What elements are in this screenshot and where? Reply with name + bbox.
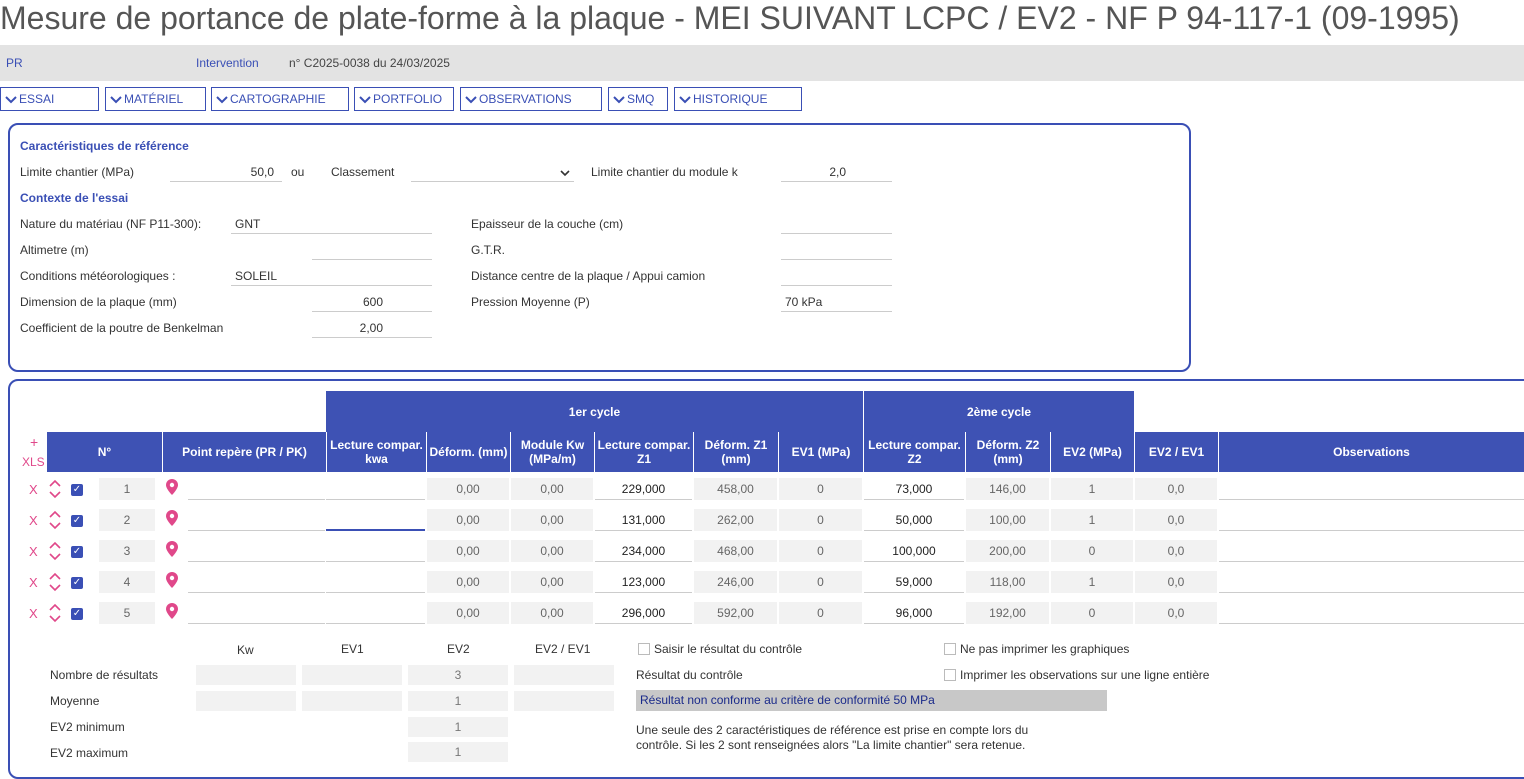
lecture-z2-input[interactable]: 73,000 [864,478,964,500]
plaque-label: Dimension de la plaque (mm) [20,295,177,309]
lecture-z1-input[interactable]: 296,000 [595,602,692,624]
pression-label: Pression Moyenne (P) [471,295,590,309]
chevron-down-icon [110,89,124,111]
point-repere-input[interactable] [188,602,325,624]
col-header-lecture-z1: Lecture compar. Z1 [594,432,693,472]
tab-historique[interactable] [674,87,802,111]
ratio-cell: 0,0 [1135,571,1217,593]
imprimer-obs-label: Imprimer les observations sur une ligne entière [960,668,1210,682]
distance-label: Distance centre de la plaque / Appui camion [471,269,706,283]
delete-row-button[interactable]: X [29,575,38,590]
tab-cartographie[interactable] [211,87,349,111]
observations-input[interactable] [1219,509,1524,531]
tab-label: PORTFOLIO [373,92,443,106]
deform-z1-cell: 468,00 [694,540,777,562]
ou-label: ou [291,165,305,179]
col-header-deform-z1: Déform. Z1 (mm) [693,432,778,472]
deform-z1-cell: 592,00 [694,602,777,624]
tab-label: MATÉRIEL [124,92,184,106]
page-title: Mesure de portance de plate-forme à la plaque - MEI SUIVANT LCPC / EV2 - NF P 94-117-1 (09-1995) [0,0,1460,36]
row-checkbox[interactable]: ✓ [72,608,82,619]
location-pin-icon[interactable] [166,603,178,624]
ev2-cell: 0 [1051,602,1133,624]
ratio-cell: 0,0 [1135,478,1217,500]
tab-label: SMQ [627,92,655,106]
classement-select[interactable] [411,162,574,182]
col-header-point: Point repère (PR / PK) [162,432,326,472]
nature-label: Nature du matériau (NF P11-300): [20,217,202,231]
reference-section-title: Caractéristiques de référence [20,139,189,153]
deform-cell: 0,00 [427,540,509,562]
intervention-value: n° C2025-0038 du 24/03/2025 [289,56,450,70]
tab-essai[interactable] [0,87,99,111]
benkelman-input[interactable]: 2,00 [312,318,432,338]
epaisseur-label: Epaisseur de la couche (cm) [471,217,624,231]
nb-ev2-cell: 3 [408,665,508,685]
col-header-ev1: EV1 (MPa) [778,432,863,472]
delete-row-button[interactable]: X [29,513,38,528]
tab-portfolio[interactable] [354,87,454,111]
benkelman-label: Coefficient de la poutre de Benkelman [20,321,224,335]
deform-z2-cell: 100,00 [966,509,1049,531]
lecture-z2-input[interactable]: 96,000 [864,602,964,624]
deform-z2-cell: 200,00 [966,540,1049,562]
deform-z2-cell: 192,00 [966,602,1049,624]
chevron-down-icon [679,89,693,111]
chevron-down-icon [465,89,479,111]
ev1-cell: 0 [779,602,862,624]
lecture-z2-input[interactable]: 100,000 [864,540,964,562]
distance-input[interactable] [781,266,892,286]
nb-ratio-cell [514,665,614,685]
moyenne-label: Moyenne [50,694,100,708]
gtr-input[interactable] [781,240,892,260]
lecture-kwa-input[interactable] [326,571,425,593]
intervention-link[interactable]: Intervention [196,56,259,70]
row-number: 2 [99,509,155,531]
location-pin-icon[interactable] [166,541,178,562]
point-repere-input[interactable] [188,509,325,531]
ne-pas-imprimer-label: Ne pas imprimer les graphiques [960,642,1130,656]
lecture-kwa-input[interactable] [326,478,425,500]
sort-icon[interactable] [48,479,62,504]
summary-col-ratio: EV2 / EV1 [535,642,591,656]
col-header-num: N° [47,432,162,472]
col-header-module-kw: Module Kw (MPa/m) [510,432,594,472]
pr-label[interactable]: PR [6,56,23,70]
tab-label: CARTOGRAPHIE [230,92,326,106]
nb-kw-cell [196,665,296,685]
col-header-ratio: EV2 / EV1 [1134,432,1218,472]
add-row-button[interactable]: + [30,434,39,450]
limite-chantier-label: Limite chantier (MPa) [20,165,135,179]
ne-pas-imprimer-checkbox[interactable] [944,643,956,655]
ev2-cell: 1 [1051,509,1133,531]
altimetre-input[interactable] [312,240,432,260]
lecture-kwa-input[interactable] [326,602,425,624]
module-kw-cell: 0,00 [511,478,593,500]
context-section-title: Contexte de l'essai [20,191,129,205]
lecture-z2-input[interactable]: 59,000 [864,571,964,593]
sort-icon[interactable] [48,603,62,628]
sort-icon[interactable] [48,510,62,535]
lecture-z1-input[interactable]: 123,000 [595,571,692,593]
row-number: 1 [99,478,155,500]
chevron-down-icon [560,164,570,184]
ev1-cell: 0 [779,540,862,562]
observations-input[interactable] [1219,571,1524,593]
info-bar [0,45,1524,81]
delete-row-button[interactable]: X [29,482,38,497]
delete-row-button[interactable]: X [29,606,38,621]
tab-smq[interactable] [608,87,668,111]
ev1-cell: 0 [779,509,862,531]
row-number: 4 [99,571,155,593]
observations-input[interactable] [1219,602,1524,624]
row-checkbox[interactable]: ✓ [72,577,82,588]
classement-label: Classement [331,165,395,179]
chevron-down-icon [613,89,627,111]
moy-ratio-cell [514,691,614,711]
meteo-input[interactable]: SOLEIL [231,266,432,286]
deform-z2-cell: 118,00 [966,571,1049,593]
module-kw-cell: 0,00 [511,571,593,593]
nature-input[interactable]: GNT [231,214,432,234]
ev1-cell: 0 [779,571,862,593]
summary-col-ev2: EV2 [447,642,470,656]
observations-input[interactable] [1219,478,1524,500]
lecture-kwa-input[interactable] [326,540,425,562]
lecture-z1-input[interactable]: 131,000 [595,509,692,531]
delete-row-button[interactable]: X [29,544,38,559]
col-header-lecture-z2: Lecture compar. Z2 [863,432,965,472]
col-header-deform: Déform. (mm) [426,432,510,472]
lecture-kwa-input[interactable] [326,509,425,531]
saisir-resultat-label: Saisir le résultat du contrôle [654,642,803,656]
module-kw-cell: 0,00 [511,540,593,562]
ev2-min-label: EV2 minimum [50,720,125,734]
sort-icon[interactable] [48,572,62,597]
deform-z1-cell: 246,00 [694,571,777,593]
gtr-label: G.T.R. [471,243,506,257]
meteo-label: Conditions météorologiques : [20,269,176,283]
pression-input[interactable]: 70 kPa [781,292,892,312]
ev1-cell: 0 [779,478,862,500]
chevron-down-icon [216,89,230,111]
deform-z1-cell: 262,00 [694,509,777,531]
deform-cell: 0,00 [427,571,509,593]
lecture-z2-input[interactable]: 50,000 [864,509,964,531]
nb-resultats-label: Nombre de résultats [50,668,159,682]
chevron-down-icon [5,89,19,111]
lecture-z1-input[interactable]: 229,000 [595,478,692,500]
row-number: 3 [99,540,155,562]
ratio-cell: 0,0 [1135,509,1217,531]
ev2-cell: 1 [1051,478,1133,500]
moy-ev1-cell [302,691,402,711]
nb-ev1-cell [302,665,402,685]
min-ev2-cell: 1 [408,717,508,737]
row-checkbox[interactable]: ✓ [72,515,82,526]
deform-cell: 0,00 [427,509,509,531]
epaisseur-input[interactable] [781,214,892,234]
point-repere-input[interactable] [188,540,325,562]
col-header-deform-z2: Déform. Z2 (mm) [965,432,1050,472]
deform-cell: 0,00 [427,602,509,624]
module-kw-cell: 0,00 [511,602,593,624]
col-header-lecture-kwa: Lecture compar. kwa [326,432,426,472]
tab-label: OBSERVATIONS [479,92,572,106]
max-ev2-cell: 1 [408,742,508,762]
plaque-input[interactable]: 600 [312,292,432,312]
deform-cell: 0,00 [427,478,509,500]
module-k-input[interactable]: 2,0 [781,162,892,182]
xls-export-button[interactable]: XLS [22,455,45,469]
tab-observations[interactable] [460,87,602,111]
summary-col-kw: Kw [237,643,254,657]
location-pin-icon[interactable] [166,572,178,593]
resultat-controle-label: Résultat du contrôle [636,668,743,682]
ratio-cell: 0,0 [1135,602,1217,624]
ev2-cell: 1 [1051,571,1133,593]
imprimer-obs-checkbox[interactable] [944,669,956,681]
chevron-down-icon [359,89,373,111]
ratio-cell: 0,0 [1135,540,1217,562]
col-header-ev2: EV2 (MPa) [1050,432,1134,472]
summary-col-ev1: EV1 [341,642,364,656]
limite-chantier-input[interactable]: 50,0 [170,162,282,182]
moy-ev2-cell: 1 [408,691,508,711]
saisir-resultat-checkbox[interactable] [638,643,650,655]
altimetre-label: Altimetre (m) [20,243,89,257]
location-pin-icon[interactable] [166,510,178,531]
group-header-cycle1: 1er cycle [326,391,863,432]
row-checkbox[interactable]: ✓ [72,484,82,495]
reference-note: Une seule des 2 caractéristiques de référence est prise en compte lors du contrôle. Si les 2 sont renseignées alors "La limite chantier" sera retenue. [636,723,1029,752]
col-header-observations: Observations [1218,432,1524,472]
row-checkbox[interactable]: ✓ [72,546,82,557]
location-pin-icon[interactable] [166,479,178,500]
resultat-controle-value: Résultat non conforme au critère de conformité 50 MPa [636,690,1107,711]
deform-z2-cell: 146,00 [966,478,1049,500]
tab-materiel[interactable] [105,87,206,111]
tab-label: ESSAI [19,92,55,106]
point-repere-input[interactable] [188,571,325,593]
sort-icon[interactable] [48,541,62,566]
observations-input[interactable] [1219,540,1524,562]
tab-label: HISTORIQUE [693,92,768,106]
ev2-cell: 0 [1051,540,1133,562]
row-number: 5 [99,602,155,624]
lecture-z1-input[interactable]: 234,000 [595,540,692,562]
point-repere-input[interactable] [188,478,325,500]
group-header-cycle2: 2ème cycle [863,391,1134,432]
ev2-max-label: EV2 maximum [50,746,129,760]
deform-z1-cell: 458,00 [694,478,777,500]
moy-kw-cell [196,691,296,711]
module-k-label: Limite chantier du module k [591,165,738,179]
module-kw-cell: 0,00 [511,509,593,531]
